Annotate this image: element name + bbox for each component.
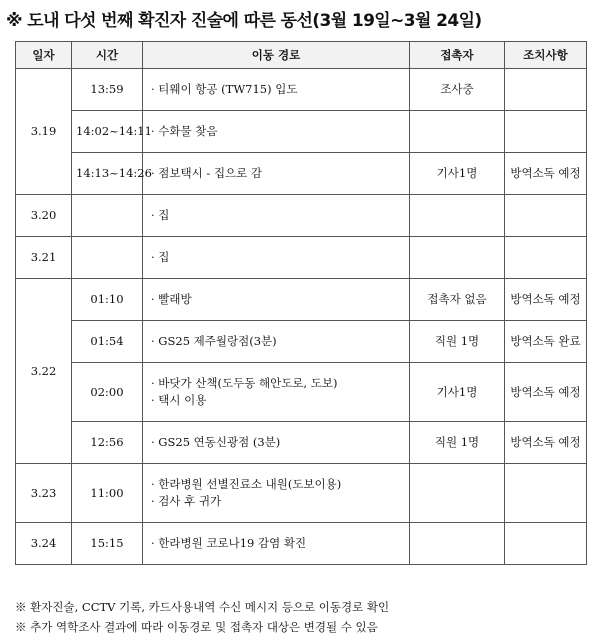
table-row bbox=[16, 111, 587, 153]
route-cell bbox=[143, 422, 410, 464]
header-route: 이동 경로 bbox=[143, 42, 410, 69]
route-line: · GS25 제주월랑점(3분) bbox=[151, 334, 277, 348]
actions-cell bbox=[505, 237, 587, 279]
route-cell bbox=[143, 237, 410, 279]
route-line: · 한라병원 선별진료소 내원(도보이용) bbox=[151, 477, 342, 491]
time-cell: 12:56 bbox=[72, 422, 143, 464]
route-cell bbox=[143, 195, 410, 237]
contacts-cell bbox=[410, 523, 505, 565]
date-cell: 3.19 bbox=[16, 69, 72, 195]
time-cell: 14:02~14:11 bbox=[72, 111, 143, 153]
header-date: 일자 bbox=[16, 42, 72, 69]
date-cell: 3.20 bbox=[16, 195, 72, 237]
date-cell: 3.23 bbox=[16, 464, 72, 523]
route-cell bbox=[143, 69, 410, 111]
table-row bbox=[16, 153, 587, 195]
actions-cell bbox=[505, 69, 587, 111]
table-row bbox=[16, 422, 587, 464]
time-cell: 15:15 bbox=[72, 523, 143, 565]
route-cell bbox=[143, 111, 410, 153]
document-title: ※ 도내 다섯 번째 확진자 진술에 따른 동선(3월 19일~3월 24일) bbox=[6, 11, 482, 31]
route-line: · 집 bbox=[151, 208, 170, 222]
table-row bbox=[16, 523, 587, 565]
time-cell: 02:00 bbox=[72, 363, 143, 422]
route-cell bbox=[143, 464, 410, 523]
header-contacts: 접촉자 bbox=[410, 42, 505, 69]
route-line: · GS25 연동신광점 (3분) bbox=[151, 435, 281, 449]
actions-cell: 방역소독 완료 bbox=[505, 321, 587, 363]
time-cell: 14:13~14:26 bbox=[72, 153, 143, 195]
route-line: · 검사 후 귀가 bbox=[151, 494, 222, 508]
actions-cell: 방역소독 예정 bbox=[505, 363, 587, 422]
table-row bbox=[16, 237, 587, 279]
table-row bbox=[16, 321, 587, 363]
contacts-cell bbox=[410, 195, 505, 237]
contacts-cell bbox=[410, 237, 505, 279]
route-cell bbox=[143, 153, 410, 195]
time-cell: 13:59 bbox=[72, 69, 143, 111]
route-line: · 티웨이 항공 (TW715) 입도 bbox=[151, 82, 298, 96]
route-table bbox=[15, 41, 587, 565]
route-line: · 택시 이용 bbox=[151, 393, 207, 407]
route-cell bbox=[143, 363, 410, 422]
contacts-cell: 조사중 bbox=[410, 69, 505, 111]
actions-cell: 방역소독 예정 bbox=[505, 279, 587, 321]
actions-cell bbox=[505, 523, 587, 565]
table-row bbox=[16, 363, 587, 422]
time-cell: 11:00 bbox=[72, 464, 143, 523]
route-cell bbox=[143, 523, 410, 565]
route-cell bbox=[143, 279, 410, 321]
footnotes bbox=[15, 597, 595, 637]
table-row bbox=[16, 279, 587, 321]
time-cell bbox=[72, 195, 143, 237]
table-row bbox=[16, 195, 587, 237]
route-line: · 수화물 찾음 bbox=[151, 124, 218, 138]
route-line: · 한라병원 코로나19 감염 확진 bbox=[151, 536, 307, 550]
actions-cell: 방역소독 예정 bbox=[505, 153, 587, 195]
route-cell bbox=[143, 321, 410, 363]
contacts-cell: 직원 1명 bbox=[410, 422, 505, 464]
contacts-cell: 직원 1명 bbox=[410, 321, 505, 363]
actions-cell: 방역소독 예정 bbox=[505, 422, 587, 464]
contacts-cell: 기사1명 bbox=[410, 153, 505, 195]
table-header-row bbox=[16, 42, 587, 69]
contacts-cell: 기사1명 bbox=[410, 363, 505, 422]
date-cell: 3.24 bbox=[16, 523, 72, 565]
footnote: ※ 환자진술, CCTV 기록, 카드사용내역 수신 메시지 등으로 이동경로 확인 bbox=[15, 600, 390, 614]
contacts-cell bbox=[410, 111, 505, 153]
actions-cell bbox=[505, 111, 587, 153]
date-cell: 3.22 bbox=[16, 279, 72, 464]
contacts-cell bbox=[410, 464, 505, 523]
route-line: · 빨래방 bbox=[151, 292, 192, 306]
contacts-cell: 접촉자 없음 bbox=[410, 279, 505, 321]
date-cell: 3.21 bbox=[16, 237, 72, 279]
route-line: · 바닷가 산책(도두동 해안도로, 도보) bbox=[151, 376, 338, 390]
header-actions: 조치사항 bbox=[505, 42, 587, 69]
route-line: · 집 bbox=[151, 250, 170, 264]
header-time: 시간 bbox=[72, 42, 143, 69]
time-cell bbox=[72, 237, 143, 279]
table-row bbox=[16, 69, 587, 111]
actions-cell bbox=[505, 195, 587, 237]
time-cell: 01:54 bbox=[72, 321, 143, 363]
table-row bbox=[16, 464, 587, 523]
actions-cell bbox=[505, 464, 587, 523]
time-cell: 01:10 bbox=[72, 279, 143, 321]
route-line: · 점보택시 - 집으로 감 bbox=[151, 166, 263, 180]
footnote: ※ 추가 역학조사 결과에 따라 이동경로 및 접촉자 대상은 변경될 수 있음 bbox=[15, 620, 378, 634]
